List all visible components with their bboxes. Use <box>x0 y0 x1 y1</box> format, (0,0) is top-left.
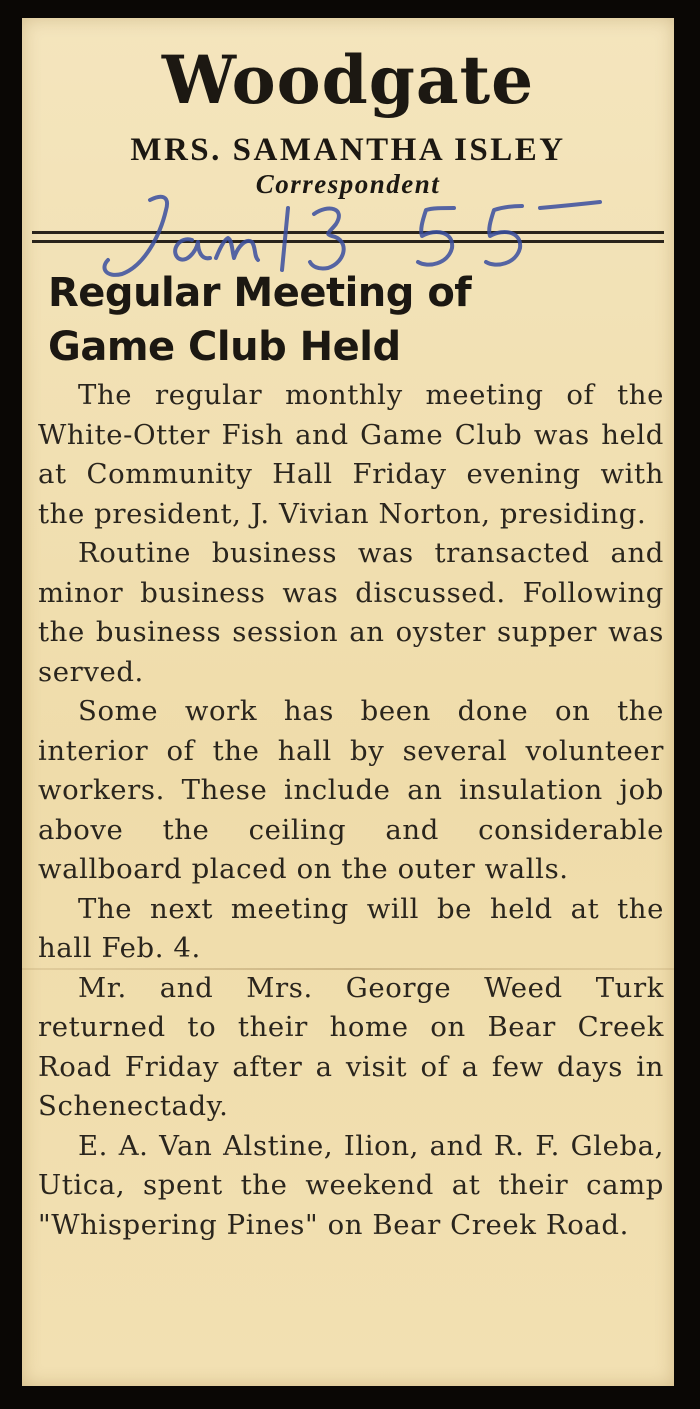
headline-line-1: Regular Meeting of <box>48 270 472 316</box>
newspaper-clipping <box>22 18 674 1386</box>
article-headline <box>48 266 658 374</box>
paragraph-next-meeting: The next meeting will be held at the hall Feb. 4. <box>38 892 664 964</box>
paragraph-turk-visit: Mr. and Mrs. George Weed Turk returned to their home on Bear Creek Road Friday after a visit of a few days in Schenectady. <box>38 971 664 1122</box>
paragraph-camp-weekend: E. A. Van Alstine, Ilion, and R. F. Gleba, Utica, spent the weekend at their camp "Whispering Pines" on Bear Creek Road. <box>38 1129 664 1241</box>
paragraph-business: Routine business was transacted and minor business was discussed. Following the business session an oyster supper was served. <box>38 537 664 688</box>
paragraph-hall-work: Some work has been done on the interior of the hall by several volunteer workers. These include an insulation job above the ceiling and considerable wallboard placed on the outer walls. <box>38 695 664 885</box>
header-rule-bottom <box>32 240 664 243</box>
correspondent-name: MRS. SAMANTHA ISLEY <box>130 132 566 168</box>
correspondent-role: Correspondent <box>255 169 441 199</box>
paragraph-meeting: The regular monthly meeting of the White-Otter Fish and Game Club was held at Community Hall Friday evening with the president, J. Vivian Norton, presiding. <box>38 379 664 530</box>
headline-line-2: Game Club Held <box>48 324 401 370</box>
article-body <box>38 376 664 1245</box>
column-masthead: Woodgate <box>161 41 535 119</box>
header-rule-top <box>32 231 664 234</box>
